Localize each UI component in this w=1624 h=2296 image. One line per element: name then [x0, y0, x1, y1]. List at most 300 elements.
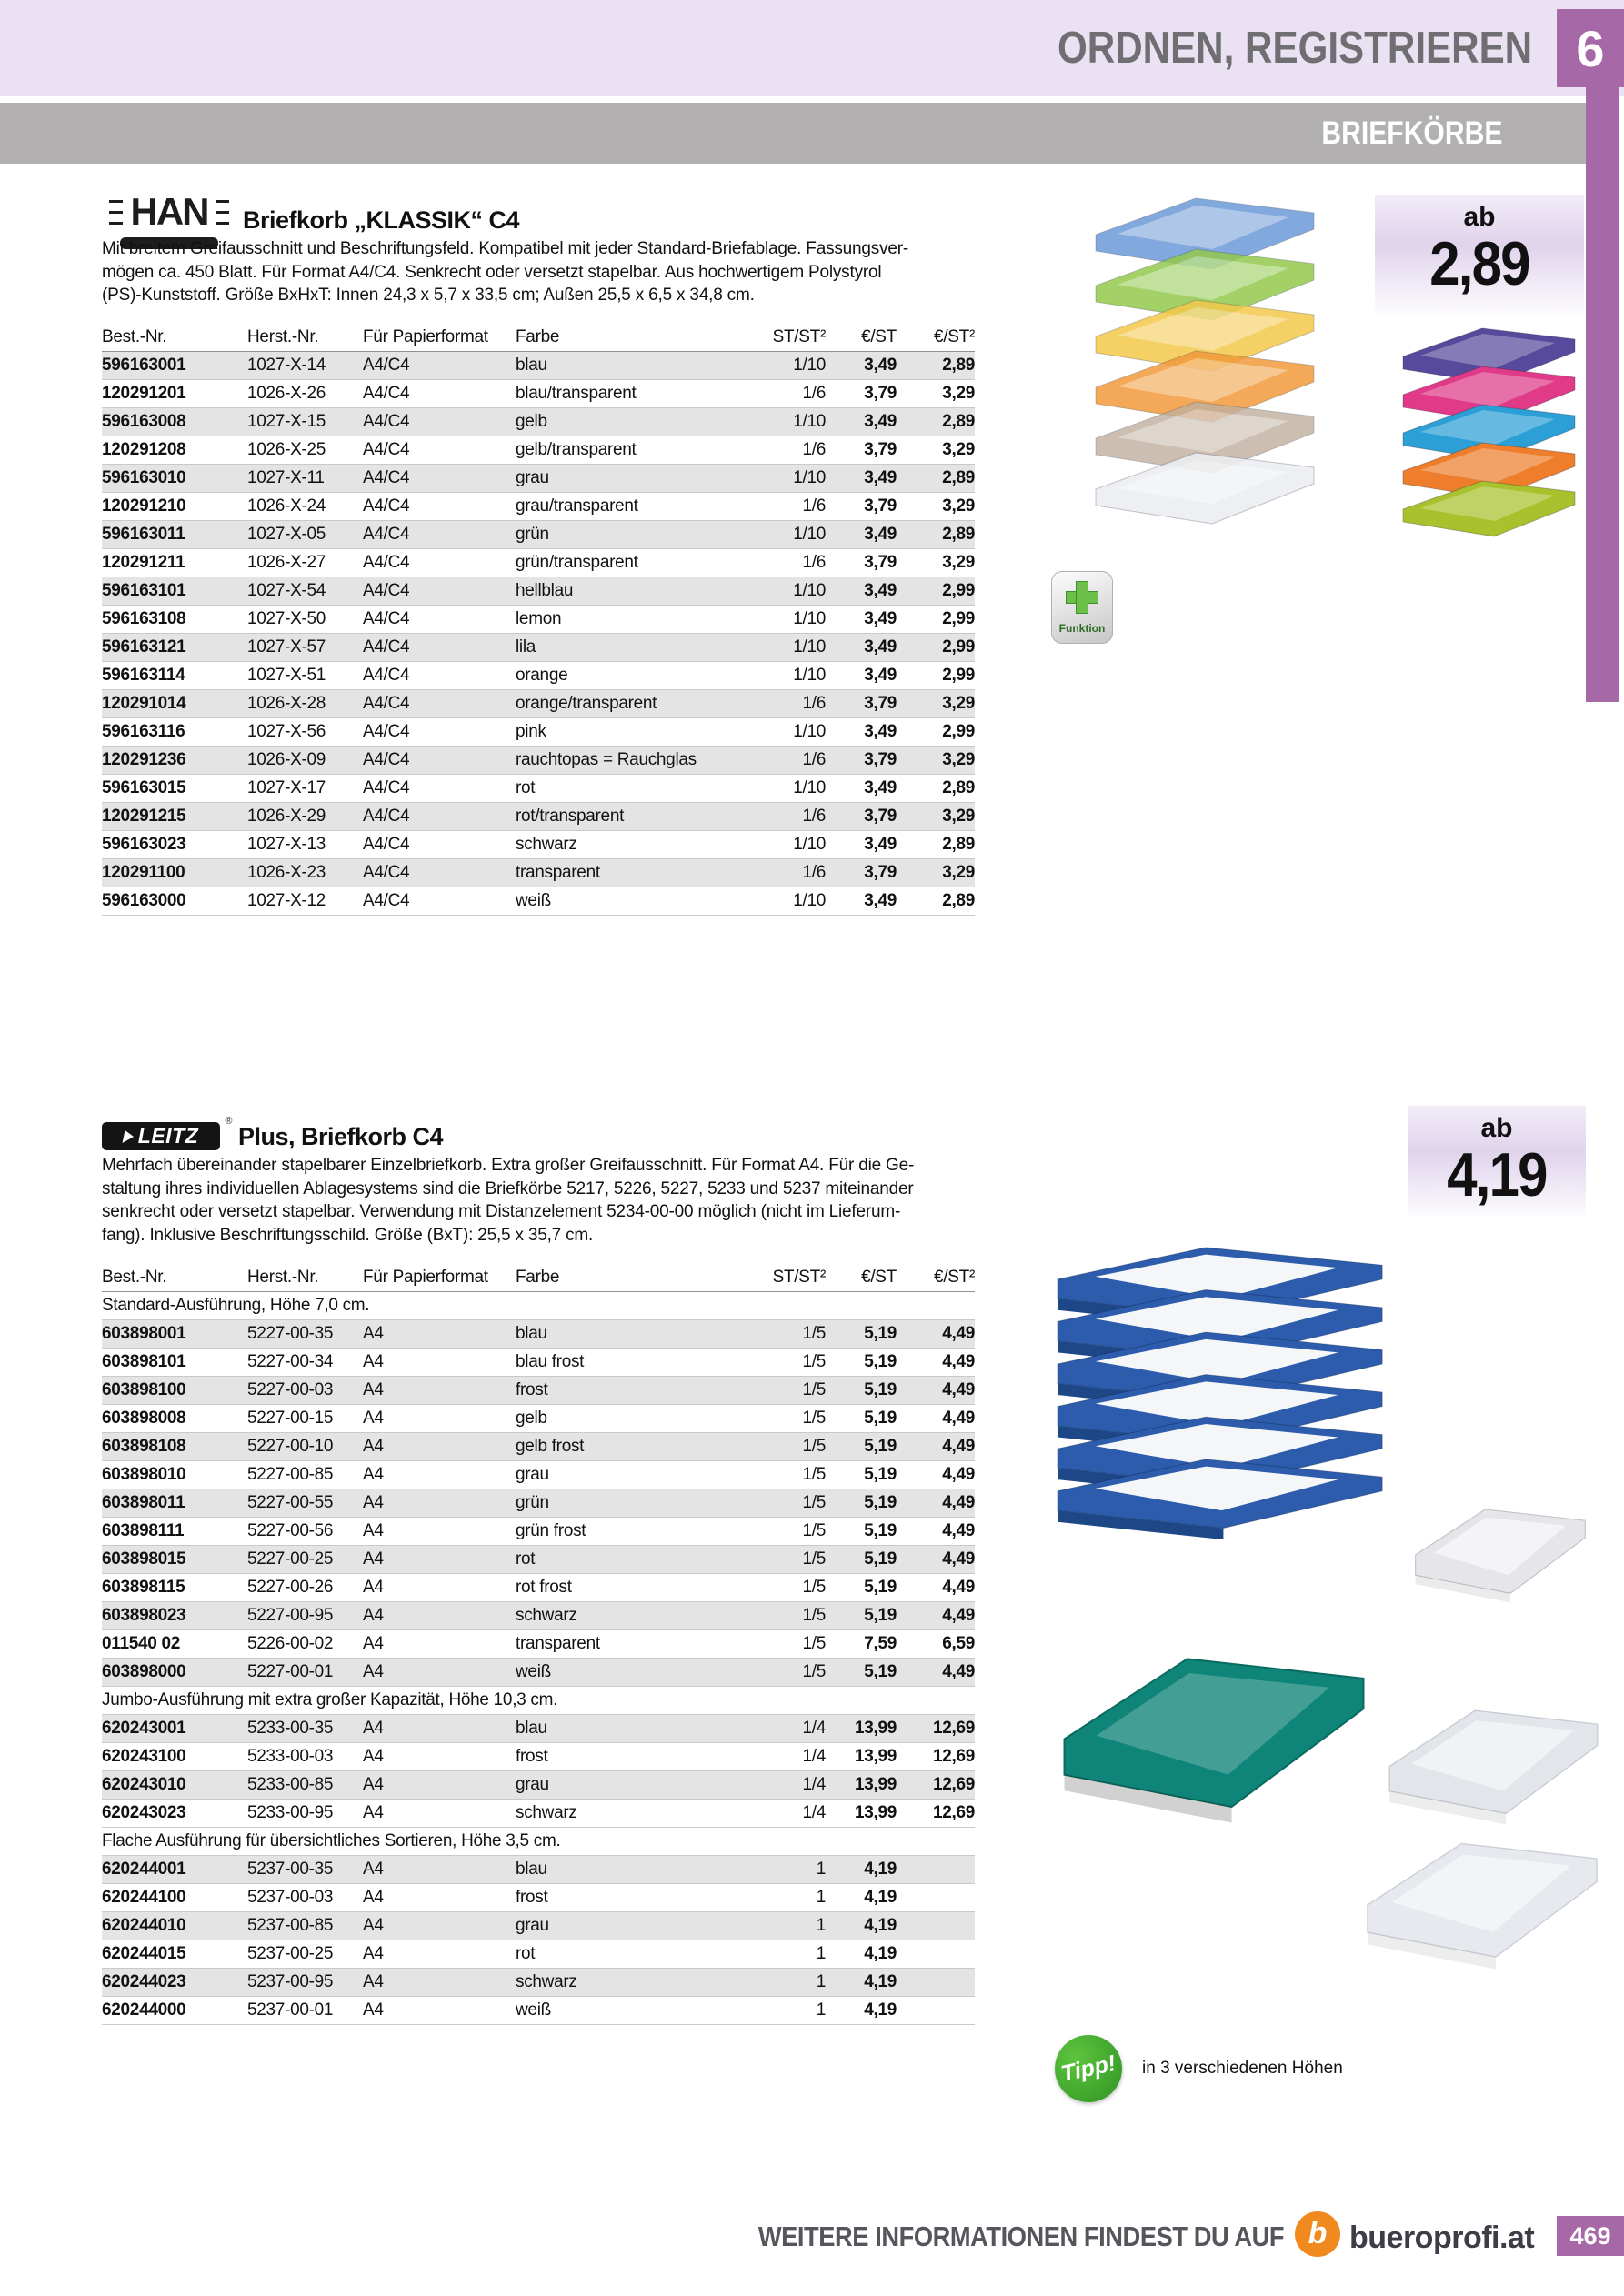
table-cell: A4: [363, 1493, 384, 1512]
table-cell: 1/4: [802, 1775, 826, 1794]
table-cell: 120291211: [102, 553, 185, 572]
col-header-farbe: Farbe: [516, 327, 560, 346]
table-cell: 13,99: [854, 1719, 897, 1738]
table-cell: 596163101: [102, 581, 186, 600]
table-cell: [897, 1912, 975, 1940]
table-cell: 596163000: [102, 891, 186, 910]
table-row: [102, 1405, 975, 1433]
table-cell: 120291236: [102, 750, 186, 769]
table-row: [102, 1856, 975, 1884]
table-cell: 5227-00-25: [247, 1549, 334, 1569]
table-cell: 5,19: [864, 1521, 897, 1540]
table-cell: 620244001: [102, 1860, 186, 1879]
table-cell: 4,49: [942, 1662, 975, 1681]
table-cell: A4/C4: [363, 412, 410, 431]
table-cell: 5227-00-55: [247, 1493, 334, 1512]
table-cell: A4: [363, 1888, 384, 1907]
table-cell: 5227-00-95: [247, 1606, 334, 1625]
price-prefix: ab: [1463, 202, 1496, 232]
table-cell: 1: [816, 1860, 826, 1879]
table-cell: [897, 1997, 975, 2024]
table-cell: 1/6: [802, 750, 826, 769]
table-cell: 2,99: [942, 666, 975, 685]
product-photo-klassik-colored-stack: [1396, 324, 1582, 546]
table-cell: 2,89: [942, 356, 975, 375]
col-header-papierformat: Für Papierformat: [363, 327, 488, 346]
price-badge-klassik: [1375, 195, 1584, 315]
table-cell: 1/5: [802, 1465, 826, 1484]
table-cell: 3,29: [942, 496, 975, 516]
table-cell: 4,19: [864, 1888, 897, 1907]
price-value: 4,19: [1447, 1140, 1547, 1209]
table-cell: 3,79: [864, 807, 897, 826]
table-row: [102, 1349, 975, 1377]
tip-badge: [1048, 2029, 1128, 2109]
table-cell: 1/10: [793, 525, 826, 544]
table-cell: A4/C4: [363, 440, 410, 459]
table-row: [102, 1377, 975, 1405]
description-line: (PS)-Kunststoff. Größe BxHxT: Innen 24,3 x 5,7 x 33,5 cm; Außen 25,5 x 6,5 x 34,8 cm.: [102, 286, 755, 305]
table-cell: rauchtopas = Rauchglas: [516, 750, 697, 769]
table-cell: grau/transparent: [516, 496, 638, 516]
table-cell: A4: [363, 2000, 384, 2020]
table-cell: schwarz: [516, 835, 577, 854]
table-cell: 2,89: [942, 778, 975, 797]
table-cell: rot frost: [516, 1578, 572, 1597]
table-cell: 1/10: [793, 637, 826, 657]
table-row: [102, 690, 975, 718]
col-header-herstnr: Herst.-Nr.: [247, 327, 319, 346]
table-cell: 596163001: [102, 356, 186, 375]
table-cell: 603898010: [102, 1465, 186, 1484]
table-row: [102, 747, 975, 775]
table-cell: 120291210: [102, 496, 186, 516]
table-cell: 620243023: [102, 1803, 186, 1822]
table-cell: blau frost: [516, 1352, 585, 1371]
table-cell: 5,19: [864, 1352, 897, 1371]
product-photo-klassik-transparent-stack: [1087, 193, 1323, 556]
table-cell: 1/5: [802, 1606, 826, 1625]
table-cell: 1/10: [793, 835, 826, 854]
table-cell: 5233-00-35: [247, 1719, 334, 1738]
table-cell: 1: [816, 1944, 826, 1963]
price-badge-leitz: [1408, 1106, 1586, 1217]
table-cell: schwarz: [516, 1606, 577, 1625]
table-cell: 1026-X-23: [247, 863, 326, 882]
table-cell: 4,49: [942, 1324, 975, 1343]
table-cell: lemon: [516, 609, 562, 628]
table-cell: 4,49: [942, 1606, 975, 1625]
plus-icon: [1051, 571, 1113, 622]
col-header-herstnr: Herst.-Nr.: [247, 1268, 319, 1287]
table-cell: 596163008: [102, 412, 186, 431]
table-cell: 1/10: [793, 468, 826, 487]
table-row: [102, 1800, 975, 1828]
table-row: [102, 1659, 975, 1687]
table-cell: 1/10: [793, 356, 826, 375]
table-cell: 3,49: [864, 468, 897, 487]
table-cell: A4/C4: [363, 356, 410, 375]
col-header-eur-st: €/ST: [861, 1268, 897, 1287]
table-cell: A4/C4: [363, 496, 410, 516]
table-cell: A4: [363, 1860, 384, 1879]
table-cell: A4/C4: [363, 666, 410, 685]
price-prefix: ab: [1480, 1113, 1513, 1143]
table-cell: gelb frost: [516, 1437, 585, 1456]
description-line: staltung ihres individuellen Ablagesystems sind die Briefkörbe 5217, 5226, 5227, 5233 und 5237 miteinander: [102, 1178, 914, 1198]
product-table-klassik: [102, 324, 975, 916]
table-cell: 2,99: [942, 637, 975, 657]
table-cell: 3,79: [864, 553, 897, 572]
table-row: [102, 887, 975, 916]
table-cell: 5227-00-34: [247, 1352, 334, 1371]
registered-mark: ®: [225, 1116, 233, 1127]
table-cell: rot/transparent: [516, 807, 625, 826]
table-row: [102, 606, 975, 634]
table-cell: 596163114: [102, 666, 185, 685]
table-cell: 5237-00-01: [247, 2000, 334, 2020]
table-row: [102, 1743, 975, 1771]
table-row: [102, 352, 975, 380]
table-cell: 3,79: [864, 694, 897, 713]
table-cell: 596163108: [102, 609, 186, 628]
table-cell: 620244010: [102, 1916, 186, 1935]
table-cell: 1/6: [802, 863, 826, 882]
table-cell: 1027-X-12: [247, 891, 326, 910]
table-cell: grün: [516, 525, 549, 544]
leitz-brand-logo: [102, 1116, 233, 1150]
table-cell: 2,99: [942, 609, 975, 628]
table-cell: A4: [363, 1352, 384, 1371]
table-row: [102, 662, 975, 690]
table-cell: 3,49: [864, 525, 897, 544]
table-cell: transparent: [516, 863, 600, 882]
table-row: [102, 1912, 975, 1940]
table-subsection-header: Jumbo-Ausführung mit extra großer Kapazität, Höhe 10,3 cm.: [102, 1687, 975, 1715]
table-cell: weiß: [516, 2000, 551, 2020]
table-cell: 596163023: [102, 835, 186, 854]
table-cell: 2,89: [942, 891, 975, 910]
table-cell: 5,19: [864, 1606, 897, 1625]
table-row: [102, 1997, 975, 2025]
table-cell: orange/transparent: [516, 694, 657, 713]
table-cell: 3,79: [864, 440, 897, 459]
table-cell: 2,89: [942, 525, 975, 544]
table-row: [102, 1969, 975, 1997]
table-cell: 3,49: [864, 891, 897, 910]
col-header-farbe: Farbe: [516, 1268, 560, 1287]
table-cell: A4: [363, 1578, 384, 1597]
table-cell: rot: [516, 778, 536, 797]
table-cell: 1026-X-26: [247, 384, 326, 403]
table-cell: 120291208: [102, 440, 186, 459]
table-cell: 1027-X-17: [247, 778, 326, 797]
table-cell: A4/C4: [363, 722, 410, 741]
table-cell: 1: [816, 1888, 826, 1907]
table-cell: 1/6: [802, 553, 826, 572]
table-cell: 1/6: [802, 807, 826, 826]
table-cell: 5226-00-02: [247, 1634, 334, 1653]
table-cell: grau: [516, 1916, 549, 1935]
table-cell: 620243010: [102, 1775, 186, 1794]
table-cell: gelb: [516, 412, 547, 431]
table-cell: 1: [816, 2000, 826, 2020]
table-cell: A4/C4: [363, 835, 410, 854]
table-cell: 13,99: [854, 1747, 897, 1766]
table-cell: A4: [363, 1549, 384, 1569]
table-row: [102, 380, 975, 408]
table-cell: 620244015: [102, 1944, 186, 1963]
table-row: [102, 1320, 975, 1349]
table-cell: 13,99: [854, 1775, 897, 1794]
table-cell: A4/C4: [363, 581, 410, 600]
table-cell: gelb/transparent: [516, 440, 637, 459]
table-cell: 5227-00-03: [247, 1380, 334, 1399]
col-header-bestnr: Best.-Nr.: [102, 1268, 167, 1287]
table-cell: 3,79: [864, 384, 897, 403]
table-cell: 620244000: [102, 2000, 186, 2020]
table-cell: 620243100: [102, 1747, 186, 1766]
table-row: [102, 549, 975, 577]
table-cell: 120291014: [102, 694, 186, 713]
table-cell: 1026-X-28: [247, 694, 326, 713]
table-cell: 4,19: [864, 1860, 897, 1879]
table-cell: [897, 1856, 975, 1883]
table-cell: 3,49: [864, 412, 897, 431]
table-cell: grün/transparent: [516, 553, 638, 572]
table-cell: A4/C4: [363, 891, 410, 910]
table-cell: 5227-00-15: [247, 1409, 334, 1428]
table-cell: frost: [516, 1380, 548, 1399]
table-cell: 1/4: [802, 1803, 826, 1822]
table-cell: 1027-X-54: [247, 581, 326, 600]
table-cell: 4,49: [942, 1352, 975, 1371]
table-cell: 5233-00-85: [247, 1775, 334, 1794]
table-cell: A4: [363, 1324, 384, 1343]
table-cell: 4,49: [942, 1493, 975, 1512]
table-cell: 603898100: [102, 1380, 186, 1399]
table-cell: 1027-X-11: [247, 468, 325, 487]
table-cell: 1/5: [802, 1324, 826, 1343]
table-cell: 596163116: [102, 722, 185, 741]
table-cell: 4,49: [942, 1437, 975, 1456]
table-cell: 5,19: [864, 1465, 897, 1484]
table-cell: A4/C4: [363, 778, 410, 797]
page-number: [1557, 2216, 1624, 2256]
table-cell: frost: [516, 1888, 548, 1907]
table-cell: 3,49: [864, 356, 897, 375]
table-cell: 5227-00-10: [247, 1437, 334, 1456]
table-cell: 4,49: [942, 1465, 975, 1484]
table-cell: 1: [816, 1972, 826, 1991]
table-cell: 603898015: [102, 1549, 186, 1569]
product-photo-leitz-white-tray: [1409, 1487, 1591, 1623]
table-cell: 3,29: [942, 750, 975, 769]
table-cell: 5237-00-03: [247, 1888, 334, 1907]
table-cell: 011540 02: [102, 1634, 181, 1653]
table-cell: 5,19: [864, 1578, 897, 1597]
table-cell: weiß: [516, 891, 551, 910]
table-cell: 1/5: [802, 1662, 826, 1681]
table-cell: A4: [363, 1380, 384, 1399]
table-cell: 3,29: [942, 384, 975, 403]
table-cell: grau: [516, 1775, 549, 1794]
table-cell: 1/5: [802, 1380, 826, 1399]
table-cell: frost: [516, 1747, 548, 1766]
table-cell: blau: [516, 356, 547, 375]
chapter-number: 6: [1576, 20, 1605, 77]
table-cell: 3,49: [864, 778, 897, 797]
table-cell: 3,29: [942, 807, 975, 826]
table-cell: 5,19: [864, 1662, 897, 1681]
table-cell: 5237-00-25: [247, 1944, 334, 1963]
table-header-row: [102, 1264, 975, 1292]
table-row: [102, 1630, 975, 1659]
table-cell: 1/10: [793, 891, 826, 910]
table-cell: A4: [363, 1747, 384, 1766]
table-cell: 5227-00-85: [247, 1465, 334, 1484]
table-cell: 1027-X-05: [247, 525, 326, 544]
table-row: [102, 718, 975, 747]
table-cell: 1027-X-50: [247, 609, 326, 628]
table-cell: 620244023: [102, 1972, 186, 1991]
table-cell: 1026-X-25: [247, 440, 326, 459]
description-line: senkrecht oder versetzt stapelbar. Verwendung mit Distanzelement 5234-00-00 möglich (nicht im Lieferum-: [102, 1202, 901, 1221]
table-cell: 5227-00-56: [247, 1521, 334, 1540]
table-cell: 1/6: [802, 440, 826, 459]
table-cell: A4: [363, 1662, 384, 1681]
table-cell: 3,49: [864, 835, 897, 854]
product-title-leitz: Plus, Briefkorb C4: [238, 1123, 444, 1150]
col-header-bestnr: Best.-Nr.: [102, 327, 167, 346]
table-cell: 620243001: [102, 1719, 186, 1738]
table-cell: 5,19: [864, 1409, 897, 1428]
table-cell: A4: [363, 1465, 384, 1484]
leitz-brand-text: LEITZ: [137, 1124, 199, 1148]
table-cell: 4,19: [864, 1972, 897, 1991]
bueroprofi-brand-name: bueroprofi.at: [1349, 2221, 1535, 2255]
table-row: [102, 436, 975, 465]
table-cell: 1/10: [793, 412, 826, 431]
table-cell: A4/C4: [363, 750, 410, 769]
product-table-leitz: [102, 1264, 975, 2025]
table-cell: grau: [516, 1465, 549, 1484]
table-cell: 1/6: [802, 496, 826, 516]
table-cell: grün frost: [516, 1521, 586, 1540]
table-cell: 12,69: [932, 1747, 975, 1766]
table-row: [102, 859, 975, 887]
funktion-label: Funktion: [1058, 622, 1106, 635]
table-cell: A4: [363, 1606, 384, 1625]
table-cell: schwarz: [516, 1803, 577, 1822]
col-header-eur-st2: €/ST²: [934, 327, 975, 346]
table-cell: 1027-X-15: [247, 412, 326, 431]
table-cell: 4,49: [942, 1409, 975, 1428]
table-row: [102, 1884, 975, 1912]
table-cell: rot: [516, 1549, 536, 1569]
table-cell: A4: [363, 1719, 384, 1738]
table-cell: 1/10: [793, 778, 826, 797]
table-cell: A4/C4: [363, 525, 410, 544]
table-cell: rot: [516, 1944, 536, 1963]
col-header-st: ST/ST²: [772, 327, 826, 346]
table-cell: 4,19: [864, 1916, 897, 1935]
table-cell: 5,19: [864, 1549, 897, 1569]
table-cell: 3,29: [942, 694, 975, 713]
table-row: [102, 1715, 975, 1743]
table-cell: grau: [516, 468, 549, 487]
table-cell: A4: [363, 1437, 384, 1456]
table-cell: [897, 1884, 975, 1911]
table-cell: 4,49: [942, 1578, 975, 1597]
table-cell: 1027-X-51: [247, 666, 326, 685]
table-cell: 1/4: [802, 1719, 826, 1738]
table-cell: A4/C4: [363, 609, 410, 628]
table-cell: schwarz: [516, 1972, 577, 1991]
table-cell: 5237-00-95: [247, 1972, 334, 1991]
product-title-klassik: Briefkorb „KLASSIK“ C4: [243, 206, 520, 234]
table-cell: 603898008: [102, 1409, 186, 1428]
table-cell: 1/5: [802, 1409, 826, 1428]
table-body: [102, 1292, 975, 2025]
table-cell: 5227-00-35: [247, 1324, 334, 1343]
table-cell: 1/5: [802, 1578, 826, 1597]
table-cell: 1/10: [793, 581, 826, 600]
table-cell: 13,99: [854, 1803, 897, 1822]
price-value: 2,89: [1429, 229, 1529, 298]
table-cell: 1/10: [793, 666, 826, 685]
table-cell: 1026-X-27: [247, 553, 326, 572]
table-cell: 2,89: [942, 468, 975, 487]
side-stripe: [1586, 87, 1619, 702]
table-cell: 12,69: [932, 1803, 975, 1822]
table-cell: 12,69: [932, 1719, 975, 1738]
table-cell: A4/C4: [363, 807, 410, 826]
table-cell: 5237-00-85: [247, 1916, 334, 1935]
page-number-value: 469: [1569, 2222, 1611, 2250]
table-cell: 3,49: [864, 722, 897, 741]
table-cell: 1/5: [802, 1352, 826, 1371]
table-cell: 1/5: [802, 1521, 826, 1540]
table-cell: 620244100: [102, 1888, 186, 1907]
table-cell: 3,79: [864, 496, 897, 516]
description-line: Mit breitem Greifausschnitt und Beschriftungsfeld. Kompatibel mit jeder Standard-Briefablage. Fassungsver-: [102, 239, 909, 258]
leitz-logo-mark-icon: [122, 1130, 135, 1143]
table-subsection-header: Flache Ausführung für übersichtliches Sortieren, Höhe 3,5 cm.: [102, 1828, 975, 1856]
table-cell: A4: [363, 1634, 384, 1653]
table-cell: A4: [363, 1521, 384, 1540]
table-cell: A4: [363, 1803, 384, 1822]
table-cell: 2,89: [942, 412, 975, 431]
table-cell: 1027-X-56: [247, 722, 326, 741]
table-row: [102, 634, 975, 662]
description-line: fang). Inklusive Beschriftungsschild. Größe (BxT): 25,5 x 35,7 cm.: [102, 1225, 594, 1245]
table-cell: 596163010: [102, 468, 186, 487]
table-cell: 1027-X-13: [247, 835, 326, 854]
table-cell: 596163011: [102, 525, 185, 544]
table-row: [102, 1940, 975, 1969]
table-cell: 120291215: [102, 807, 186, 826]
table-cell: 3,29: [942, 440, 975, 459]
table-cell: 3,29: [942, 863, 975, 882]
table-cell: blau: [516, 1324, 547, 1343]
funktion-icon: [1051, 571, 1113, 644]
table-cell: 1/10: [793, 722, 826, 741]
table-row: [102, 493, 975, 521]
table-cell: 6,59: [942, 1634, 975, 1653]
product-photo-leitz-frost-tray: [1355, 1823, 1609, 1987]
table-cell: 2,99: [942, 722, 975, 741]
